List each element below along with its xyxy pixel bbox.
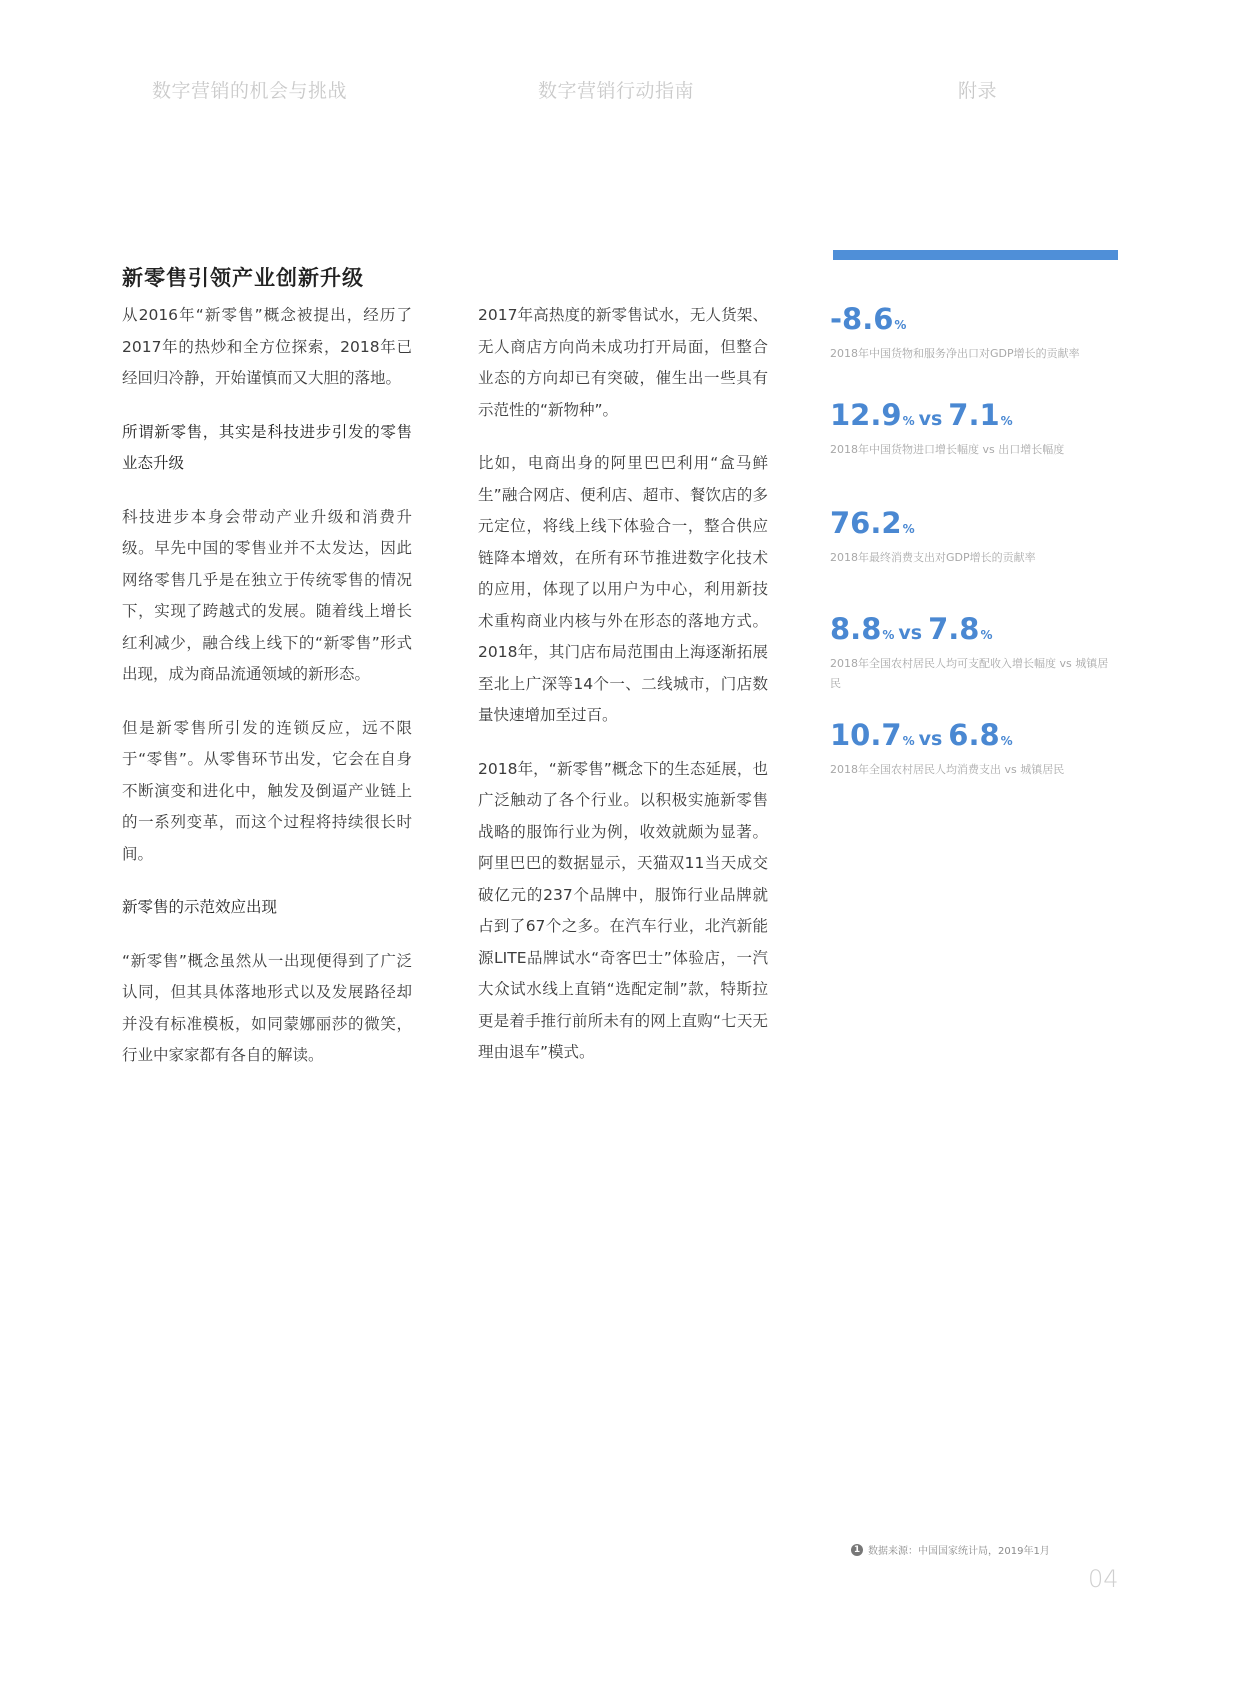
stat-value bbox=[830, 718, 1130, 758]
top-navigation bbox=[0, 76, 1240, 106]
nav-item-opportunities[interactable]: 数字营销的机会与挑战 bbox=[152, 80, 348, 102]
stat-unit: % bbox=[902, 522, 915, 536]
stat-unit: % bbox=[1000, 414, 1013, 428]
nav-item-action-guide[interactable]: 数字营销行动指南 bbox=[538, 80, 695, 102]
stat-description: 2018年最终消费支出对GDP增长的贡献率 bbox=[830, 551, 1036, 564]
stat-number-b: 6.8 bbox=[948, 718, 1000, 752]
paragraph: 从2016年“新零售”概念被提出，经历了2017年的热炒和全方位探索，2018年已经回归冷静，开始谨慎而又大胆的落地。 bbox=[122, 306, 412, 387]
stat-vs: vs bbox=[918, 408, 943, 430]
stat-value bbox=[830, 612, 1130, 652]
stat-value bbox=[830, 398, 1130, 438]
subheading: 新零售的示范效应出现 bbox=[122, 898, 278, 916]
stat-unit: % bbox=[894, 318, 907, 332]
stat-value bbox=[830, 506, 1130, 546]
paragraph: 比如，电商出身的阿里巴巴利用“盒马鲜生”融合网店、便利店、超市、餐饮店的多元定位，将线上线下体验合一，整合供应链降本增效，在所有环节推进数字化技术的应用，体现了以用户为中心，利用新技术重构商业内核与外在形态的落地方式。2018年，其门店布局范围由上海逐渐拓展至北上广深等14个一、二线城市，门店数量快速增加至过百。 bbox=[478, 454, 768, 724]
paragraph: 2017年高热度的新零售试水，无人货架、无人商店方向尚未成功打开局面，但整合业态的方向却已有突破，催生出一些具有示范性的“新物种”。 bbox=[478, 306, 768, 419]
stat-unit: % bbox=[882, 628, 895, 642]
stat-description: 2018年中国货物和服务净出口对GDP增长的贡献率 bbox=[830, 347, 1080, 360]
stat-rural-spending bbox=[830, 718, 1130, 780]
stat-number: -8.6 bbox=[830, 302, 894, 336]
paragraph: “新零售”概念虽然从一出现便得到了广泛认同，但其具体落地形式以及发展路径却并没有标准模板，如同蒙娜丽莎的微笑，行业中家家都有各自的解读。 bbox=[122, 951, 412, 1064]
stat-unit: % bbox=[980, 628, 993, 642]
footnote-text: 数据来源：中国国家统计局，2019年1月 bbox=[868, 1546, 1050, 1557]
stat-description: 2018年全国农村居民人均可支配收入增长幅度 vs 城镇居民 bbox=[830, 657, 1109, 690]
stat-number: 76.2 bbox=[830, 506, 902, 540]
stat-description: 2018年中国货物进口增长幅度 vs 出口增长幅度 bbox=[830, 443, 1065, 456]
footnote-marker-icon: 1 bbox=[851, 1544, 863, 1556]
stat-import-export bbox=[830, 398, 1130, 460]
stat-number-b: 7.8 bbox=[928, 612, 980, 646]
paragraph: 2018年，“新零售”概念下的生态延展，也广泛触动了各个行业。以积极实施新零售战略的服饰行业为例，收效就颇为显著。阿里巴巴的数据显示，天猫双11当天成交破亿元的237个品牌中，服饰行业品牌就占到了67个之多。在汽车行业，北汽新能源LITE品牌试水“奇客巴士”体验店，一汽大众试水线上直销“选配定制”款，特斯拉更是着手推行前所未有的网上直购“七天无理由退车”模式。 bbox=[478, 759, 768, 1061]
article-column-1 bbox=[122, 300, 412, 1094]
stat-vs: vs bbox=[918, 728, 943, 750]
stat-unit: % bbox=[902, 734, 915, 748]
stat-consumption bbox=[830, 506, 1130, 568]
stat-number: 10.7 bbox=[830, 718, 902, 752]
nav-item-appendix[interactable]: 附录 bbox=[958, 80, 998, 102]
stat-number: 12.9 bbox=[830, 398, 902, 432]
paragraph: 但是新零售所引发的连锁反应，远不限于“零售”。从零售环节出发，它会在自身不断演变和进化中，触发及倒逼产业链上的一系列变革，而这个过程将持续很长时间。 bbox=[122, 718, 412, 863]
subheading: 所谓新零售，其实是科技进步引发的零售业态升级 bbox=[122, 422, 412, 472]
stat-rural-income bbox=[830, 612, 1130, 694]
page-number: 04 bbox=[1088, 1565, 1119, 1593]
stat-unit: % bbox=[1000, 734, 1013, 748]
article-column-2 bbox=[478, 300, 768, 1091]
stat-description: 2018年全国农村居民人均消费支出 vs 城镇居民 bbox=[830, 763, 1065, 776]
stat-number-b: 7.1 bbox=[948, 398, 1000, 432]
section-title: 新零售引领产业创新升级 bbox=[122, 266, 364, 291]
accent-bar bbox=[833, 250, 1118, 260]
stat-unit: % bbox=[902, 414, 915, 428]
stat-value bbox=[830, 302, 1130, 342]
stat-vs: vs bbox=[898, 622, 923, 644]
stat-number: 8.8 bbox=[830, 612, 882, 646]
paragraph: 科技进步本身会带动产业升级和消费升级。早先中国的零售业并不太发达，因此网络零售几乎是在独立于传统零售的情况下，实现了跨越式的发展。随着线上增长红利减少，融合线上线下的“新零售”形式出现，成为商品流通领域的新形态。 bbox=[122, 507, 412, 683]
footnote bbox=[851, 1542, 1050, 1557]
stat-net-export bbox=[830, 302, 1130, 364]
